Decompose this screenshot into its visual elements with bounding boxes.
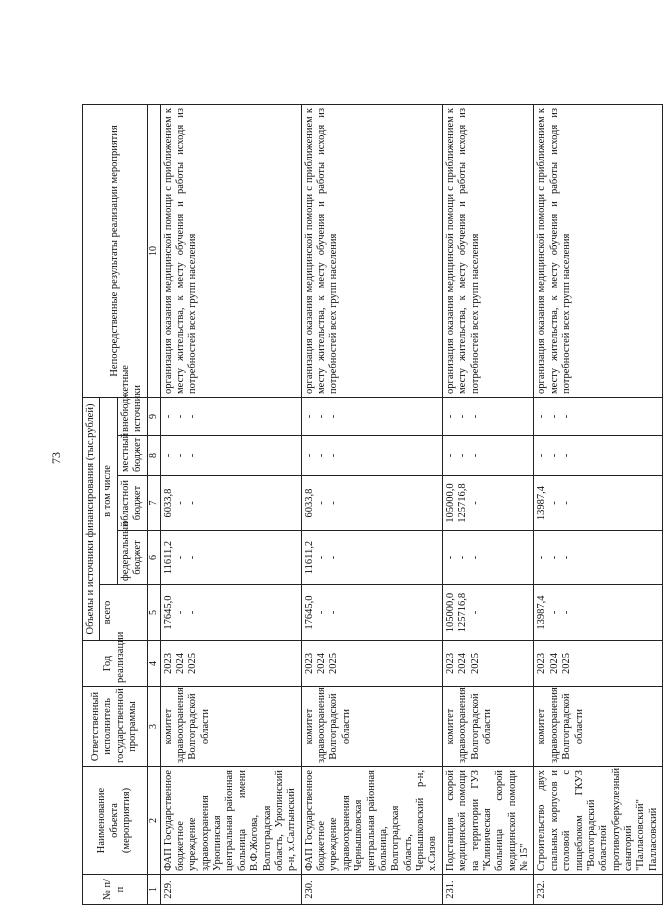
regional-value: - — [328, 501, 340, 505]
row-number: 229. — [160, 875, 301, 905]
total-cell — [442, 585, 534, 641]
extrabudget-value: - — [303, 414, 315, 419]
years-cell — [534, 641, 663, 687]
local-value: - — [561, 453, 573, 458]
year: 2023 — [536, 653, 548, 674]
row-number: 232. — [534, 875, 663, 905]
header-result: Непосредственные результаты реализации мероприятия — [83, 104, 148, 397]
total-value: - — [561, 610, 573, 615]
col-number: 10 — [147, 104, 160, 397]
header-year: Год реализации — [83, 641, 148, 687]
year: 2024 — [316, 653, 327, 674]
object-name: ФАП Государственное бюджетное учреждение здравоохранения Урюпинская центральная районная больница имени В.Ф.Жогова, Волгоградская область, Урюпинский р-н, х.Салтынский — [160, 767, 301, 875]
local-value: - — [548, 453, 560, 458]
local-value: - — [469, 453, 481, 458]
col-number: 6 — [147, 531, 160, 585]
federal-cell — [301, 531, 442, 585]
responsible-executor: комитет здравоохранения Волгоградской области — [442, 687, 534, 767]
federal-value: - — [187, 555, 199, 560]
year: 2025 — [328, 653, 340, 674]
col-number: 7 — [147, 476, 160, 531]
rotated-table-page — [82, 105, 659, 905]
table-row — [442, 104, 534, 904]
financing-table — [82, 104, 663, 905]
extrabudget-value: - — [469, 414, 481, 419]
table-body — [160, 104, 663, 904]
total-cell — [160, 585, 301, 641]
header-local: местный бюджет — [117, 436, 147, 476]
regional-cell — [160, 476, 301, 531]
local-value: - — [328, 453, 340, 458]
local-cell — [442, 436, 534, 476]
years-cell — [160, 641, 301, 687]
extrabudget-value: - — [444, 414, 456, 419]
header-extrabudget: внебюджетные источники — [117, 397, 147, 435]
year: 2024 — [548, 653, 560, 674]
local-value: - — [187, 453, 199, 458]
federal-value: - — [457, 555, 469, 560]
year: 2024 — [457, 653, 469, 674]
regional-value: 105000,0 — [444, 483, 456, 523]
extrabudget-value: - — [548, 414, 560, 419]
local-cell — [534, 436, 663, 476]
total-value: - — [316, 610, 327, 615]
extrabudget-value: - — [328, 414, 340, 419]
responsible-executor: комитет здравоохранения Волгоградской области — [534, 687, 663, 767]
regional-value: - — [187, 501, 199, 505]
regional-value: 6033,8 — [303, 488, 315, 518]
table-header — [83, 104, 161, 904]
header-federal: федеральный бюджет — [117, 531, 147, 585]
total-value: 13987,4 — [536, 595, 548, 630]
federal-value: 11611,2 — [162, 540, 174, 575]
regional-value: 125716,8 — [457, 483, 469, 523]
total-value: 17645,0 — [162, 595, 174, 630]
extrabudget-value: - — [457, 414, 469, 419]
regional-value: 6033,8 — [162, 488, 174, 518]
regional-cell — [301, 476, 442, 531]
federal-value: - — [536, 555, 548, 560]
year: 2023 — [162, 653, 174, 674]
header-total: всего — [100, 585, 147, 641]
local-cell — [160, 436, 301, 476]
object-name: Строительство двух спальных корпусов и столовой с пищеблоком ГКУЗ "Волгоградский областной противотуберкулезный санаторий "Палласовский" Палласовский — [534, 767, 663, 875]
years-cell — [442, 641, 534, 687]
years-cell — [301, 641, 442, 687]
column-number-row — [147, 104, 160, 904]
federal-value: - — [328, 555, 340, 560]
result-text: организация оказания медицинской помощи с приближением к месту жительства, к месту обучения и работы исходя из потребностей всех групп населения — [160, 104, 301, 397]
extrabudget-value: - — [316, 414, 327, 419]
total-value: 17645,0 — [303, 595, 315, 630]
col-number: 3 — [147, 687, 160, 767]
extrabudget-value: - — [187, 414, 199, 419]
federal-value: - — [316, 555, 327, 560]
table-row — [534, 104, 663, 904]
total-value: - — [469, 610, 481, 615]
header-name: Наименование объекта (мероприятия) — [83, 767, 148, 875]
total-value: - — [548, 610, 560, 615]
extrabudget-value: - — [162, 414, 174, 419]
col-number: 5 — [147, 585, 160, 641]
regional-value: - — [561, 501, 573, 505]
col-number: 1 — [147, 875, 160, 905]
total-value: 125716,8 — [457, 592, 469, 633]
regional-value: - — [174, 501, 186, 505]
total-value: - — [174, 610, 186, 615]
extrabudget-value: - — [561, 414, 573, 419]
object-name: ФАП Государственное бюджетное учреждение здравоохранения Чернышковская центральная районная больница, Волгоградская область, Чернышковский р-н, х.Сизов — [301, 767, 442, 875]
federal-value: - — [444, 555, 456, 560]
year: 2025 — [561, 653, 573, 674]
col-number: 8 — [147, 436, 160, 476]
header-financing: Объемы и источники финансирования (тыс.рублей) — [83, 397, 100, 640]
total-cell — [534, 585, 663, 641]
responsible-executor: комитет здравоохранения Волгоградской области — [301, 687, 442, 767]
header-responsible: Ответственный исполнитель государственной программы — [83, 687, 148, 767]
extrabudget-value: - — [536, 414, 548, 419]
federal-cell — [534, 531, 663, 585]
local-cell — [301, 436, 442, 476]
extrabudget-cell — [301, 397, 442, 435]
extrabudget-value: - — [174, 414, 186, 419]
result-text: организация оказания медицинской помощи с приближением к месту жительства, к месту обучения и работы исходя из потребностей всех групп населения — [442, 104, 534, 397]
federal-value: - — [174, 555, 186, 560]
local-value: - — [444, 453, 456, 458]
regional-cell — [442, 476, 534, 531]
federal-cell — [442, 531, 534, 585]
year: 2023 — [303, 653, 315, 674]
object-name: Подстанция скорой медицинской помощи на территории ГУЗ "Клиническая больница скорой медицинской помощи № 15" — [442, 767, 534, 875]
result-text: организация оказания медицинской помощи с приближением к месту жительства, к месту обучения и работы исходя из потребностей всех групп населения — [301, 104, 442, 397]
total-cell — [301, 585, 442, 641]
local-value: - — [303, 453, 315, 458]
col-number: 2 — [147, 767, 160, 875]
year: 2025 — [187, 653, 199, 674]
year: 2023 — [444, 653, 456, 674]
header-including: в том числе — [100, 397, 117, 584]
regional-value: - — [469, 501, 481, 505]
federal-value: - — [561, 555, 573, 560]
year: 2025 — [469, 653, 481, 674]
table-row — [160, 104, 301, 904]
extrabudget-cell — [160, 397, 301, 435]
responsible-executor: комитет здравоохранения Волгоградской области — [160, 687, 301, 767]
regional-value: - — [548, 501, 560, 505]
table-row — [301, 104, 442, 904]
local-value: - — [316, 453, 327, 458]
local-value: - — [457, 453, 469, 458]
result-text: организация оказания медицинской помощи с приближением к месту жительства, к месту обучения и работы исходя из потребностей всех групп населения — [534, 104, 663, 397]
local-value: - — [174, 453, 186, 458]
regional-cell — [534, 476, 663, 531]
row-number: 231. — [442, 875, 534, 905]
federal-value: - — [548, 555, 560, 560]
local-value: - — [162, 453, 174, 458]
federal-value: - — [469, 555, 481, 560]
extrabudget-cell — [534, 397, 663, 435]
regional-value: 13987,4 — [536, 485, 548, 521]
federal-value: 11611,2 — [303, 540, 315, 575]
header-num: № п/п — [83, 875, 148, 905]
row-number: 230. — [301, 875, 442, 905]
page-number: 73 — [48, 452, 63, 464]
total-value: - — [187, 610, 199, 615]
col-number: 9 — [147, 397, 160, 435]
extrabudget-cell — [442, 397, 534, 435]
local-value: - — [536, 453, 548, 458]
year: 2024 — [174, 653, 186, 674]
total-value: 105000,0 — [444, 592, 456, 633]
federal-cell — [160, 531, 301, 585]
total-value: - — [328, 610, 340, 615]
header-regional: областной бюджет — [117, 476, 147, 531]
regional-value: - — [316, 501, 327, 505]
col-number: 4 — [147, 641, 160, 687]
